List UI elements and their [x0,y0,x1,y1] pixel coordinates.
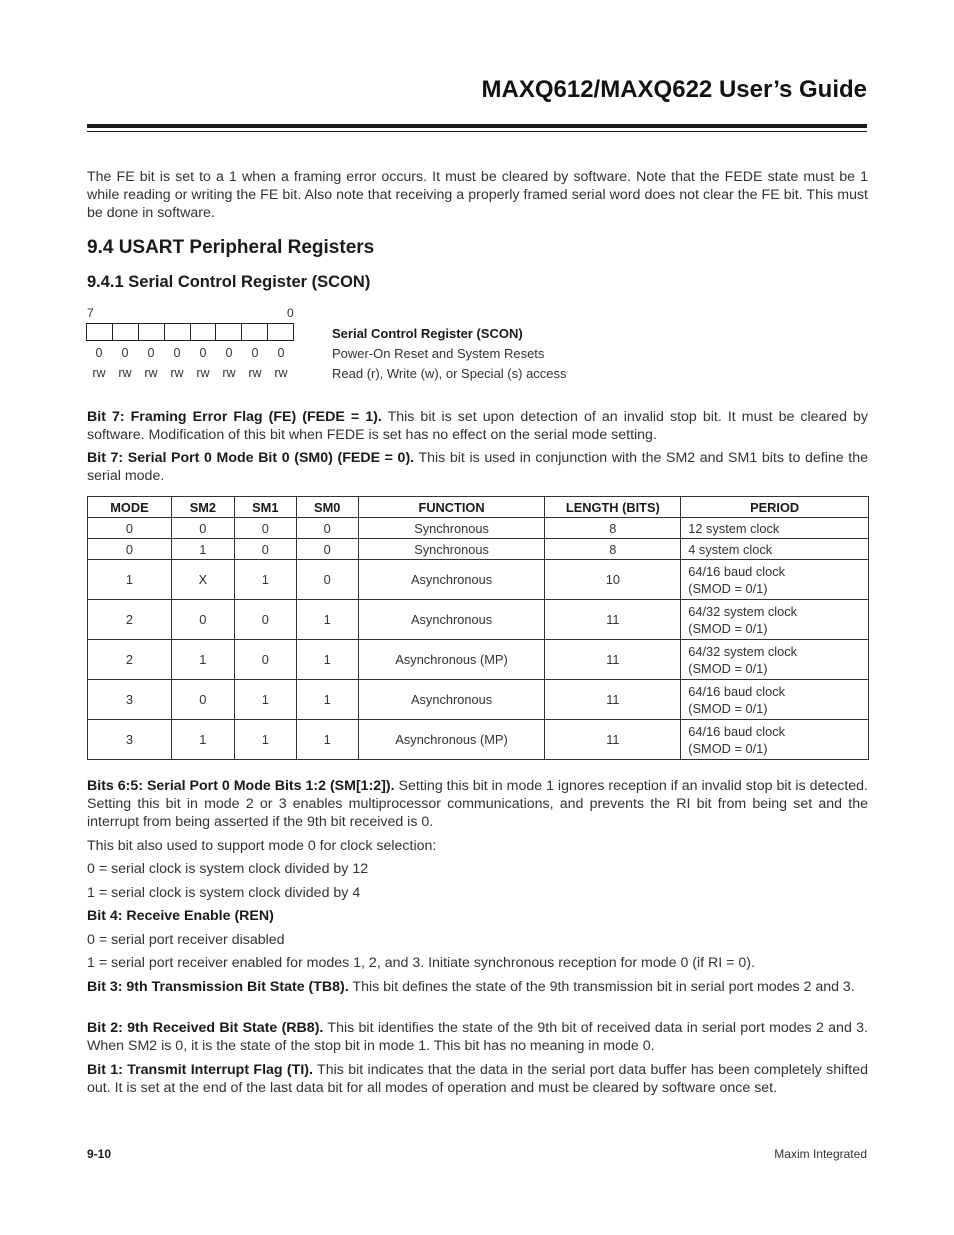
register-bit-box [165,324,191,340]
period-line: (SMOD = 0/1) [688,740,768,756]
period-line: (SMOD = 0/1) [688,580,768,596]
bit1-text: This bit indicates that the data in the serial port data buffer has been completely shifted out. It is set at the end of the last data bit for all modes of operation and must be cleared by software once set. [87,1062,868,1096]
table-cell: Synchronous [358,539,545,560]
period-line: 12 system clock [688,520,780,536]
period-line: (SMOD = 0/1) [688,660,768,676]
table-row [88,560,869,600]
period-line: 64/16 baud clock [688,723,786,739]
table-cell: 1 [296,680,358,720]
column-header: PERIOD [681,497,869,518]
table-cell: 0 [234,640,296,680]
reset-value: 0 [147,346,155,360]
reset-value: 0 [173,346,181,360]
section-heading: 9.4 USART Peripheral Registers [87,237,375,258]
bit7-sm0-title: Bit 7: Serial Port 0 Mode Bit 0 (SM0) (FEDE = 0). [87,450,415,466]
table-cell: 0 [296,518,358,539]
serial-mode-table [87,496,869,760]
table-cell: 3 [88,720,172,760]
access-type: rw [144,366,158,380]
reset-value: 0 [199,346,207,360]
register-bit-box [113,324,139,340]
period-line: 64/32 system clock [688,643,798,659]
table-cell: 0 [234,518,296,539]
bit2-text: This bit identifies the state of the 9th bit of received data in serial port modes 2 and 3. When SM2 is 0, it is the state of the stop bit in mode 1. This bit has no meaning in mode 0. [87,1020,868,1054]
ren-enabled-line: 1 = serial port receiver enabled for modes 1, 2, and 3. Initiate synchronous reception for mode 0 (if RI = 0). [87,955,755,971]
table-cell: 2 [88,600,172,640]
table-cell: Asynchronous (MP) [358,720,545,760]
table-cell: X [171,560,234,600]
table-cell: 11 [545,720,681,760]
table-cell: 8 [545,539,681,560]
bit7-fe-text: This bit is set upon detection of an invalid stop bit. It must be cleared by software. Modification of this bit when FEDE is set has no effect on the serial mode setting. [87,409,868,443]
table-cell: 0 [234,600,296,640]
register-lsb-label: 0 [287,306,294,320]
header-rule-thin [87,131,867,132]
register-bit-box [216,324,242,340]
table-cell: 2 [88,640,172,680]
table-cell: Asynchronous [358,680,545,720]
period-line: 4 system clock [688,541,773,557]
access-type: rw [118,366,132,380]
register-bit-box [191,324,217,340]
period-line: 64/16 baud clock [688,563,786,579]
bit7-sm0-text: This bit is used in conjunction with the SM2 and SM1 bits to define the serial mode. [87,450,868,484]
table-cell: 1 [234,720,296,760]
table-cell: 3 [88,680,172,720]
page-number: 9-10 [87,1147,112,1161]
column-header: MODE [88,497,172,518]
header-rule-thick [87,124,867,128]
intro-paragraph: The FE bit is set to a 1 when a framing error occurs. It must be cleared by software. Note that the FEDE state must be 1 while reading or writing the FE bit. Also note that receiving a properly framed serial word does not clear the FE bit. This must be done in software. [87,169,868,221]
period-line: 64/32 system clock [688,603,798,619]
table-cell: 1 [234,560,296,600]
mode0-note: This bit also used to support mode 0 for clock selection: [87,838,437,854]
table-cell: 11 [545,680,681,720]
table-cell: Asynchronous [358,600,545,640]
bit2-title: Bit 2: 9th Received Bit State (RB8). [87,1020,324,1036]
document-title: MAXQ612/MAXQ622 User’s Guide [481,76,867,103]
column-header: SM1 [234,497,296,518]
register-name-label: Serial Control Register (SCON) [332,326,523,341]
period-cell [681,640,869,680]
bit7-fe-title: Bit 7: Framing Error Flag (FE) (FEDE = 1). [87,409,382,425]
period-line: (SMOD = 0/1) [688,700,768,716]
period-line: 64/16 baud clock [688,683,786,699]
bits65-title: Bits 6:5: Serial Port 0 Mode Bits 1:2 (SM[1:2]). [87,778,395,794]
table-cell: 1 [296,600,358,640]
table-cell: 0 [171,600,234,640]
bit1-title: Bit 1: Transmit Interrupt Flag (TI). [87,1062,313,1078]
register-bit-boxes [86,323,294,341]
table-row [88,640,869,680]
register-reset-values [86,346,294,360]
clock-div4-line: 1 = serial clock is system clock divided by 4 [87,885,361,901]
table-cell: Asynchronous (MP) [358,640,545,680]
clock-div12-line: 0 = serial clock is system clock divided by 12 [87,861,369,877]
company-name: Maxim Integrated [774,1147,867,1161]
table-cell: 0 [296,539,358,560]
period-cell [681,680,869,720]
register-access-label: Read (r), Write (w), or Special (s) access [332,366,567,381]
column-header: LENGTH (BITS) [545,497,681,518]
table-cell: 0 [234,539,296,560]
ren-disabled-line: 0 = serial port receiver disabled [87,932,285,948]
bit7-fe-description [87,408,868,444]
period-cell [681,518,869,539]
register-access-types [86,366,294,380]
table-cell: 10 [545,560,681,600]
reset-value: 0 [121,346,129,360]
table-cell: 1 [171,640,234,680]
register-bit-box [242,324,268,340]
table-cell: 1 [88,560,172,600]
table-row [88,680,869,720]
reset-value: 0 [251,346,259,360]
table-row [88,518,869,539]
bit1-description [87,1061,868,1097]
bit3-description [87,978,868,996]
access-type: rw [92,366,106,380]
table-row [88,539,869,560]
register-reset-label: Power-On Reset and System Resets [332,346,545,361]
column-header: FUNCTION [358,497,545,518]
bit7-sm0-description [87,449,868,485]
table-cell: Synchronous [358,518,545,539]
reset-value: 0 [277,346,285,360]
table-cell: 0 [296,560,358,600]
table-cell: 11 [545,640,681,680]
bits65-text: Setting this bit in mode 1 ignores reception if an invalid stop bit is detected. Setting this bit in mode 2 or 3 enables multiprocessor communications, and prevents the RI bit from being set and the interrupt from being asserted if the 9th bit received is 0. [87,778,868,830]
table-cell: 1 [296,720,358,760]
table-cell: 0 [171,680,234,720]
table-header-row [88,497,869,518]
bit3-title: Bit 3: 9th Transmission Bit State (TB8). [87,979,349,995]
column-header: SM2 [171,497,234,518]
period-cell [681,600,869,640]
access-type: rw [274,366,288,380]
bit2-description [87,1019,868,1055]
register-bit-box [268,324,293,340]
access-type: rw [170,366,184,380]
access-type: rw [196,366,210,380]
period-cell [681,539,869,560]
table-cell: 1 [296,640,358,680]
bits65-description [87,777,868,831]
period-cell [681,560,869,600]
table-cell: 1 [234,680,296,720]
table-row [88,720,869,760]
table-cell: 0 [88,539,172,560]
bit3-text: This bit defines the state of the 9th transmission bit in serial port modes 2 and 3. [348,979,855,995]
period-line: (SMOD = 0/1) [688,620,768,636]
reset-value: 0 [225,346,233,360]
bit4-title: Bit 4: Receive Enable (REN) [87,908,274,924]
reset-value: 0 [95,346,103,360]
subsection-heading: 9.4.1 Serial Control Register (SCON) [87,273,371,291]
table-cell: 8 [545,518,681,539]
table-cell: 1 [171,720,234,760]
register-bit-box [87,324,113,340]
access-type: rw [248,366,262,380]
table-cell: 0 [88,518,172,539]
table-cell: 0 [171,518,234,539]
column-header: SM0 [296,497,358,518]
table-row [88,600,869,640]
register-msb-label: 7 [87,306,94,320]
bit4-heading [87,907,868,925]
table-cell: Asynchronous [358,560,545,600]
table-cell: 1 [171,539,234,560]
access-type: rw [222,366,236,380]
register-bit-box [139,324,165,340]
period-cell [681,720,869,760]
table-cell: 11 [545,600,681,640]
